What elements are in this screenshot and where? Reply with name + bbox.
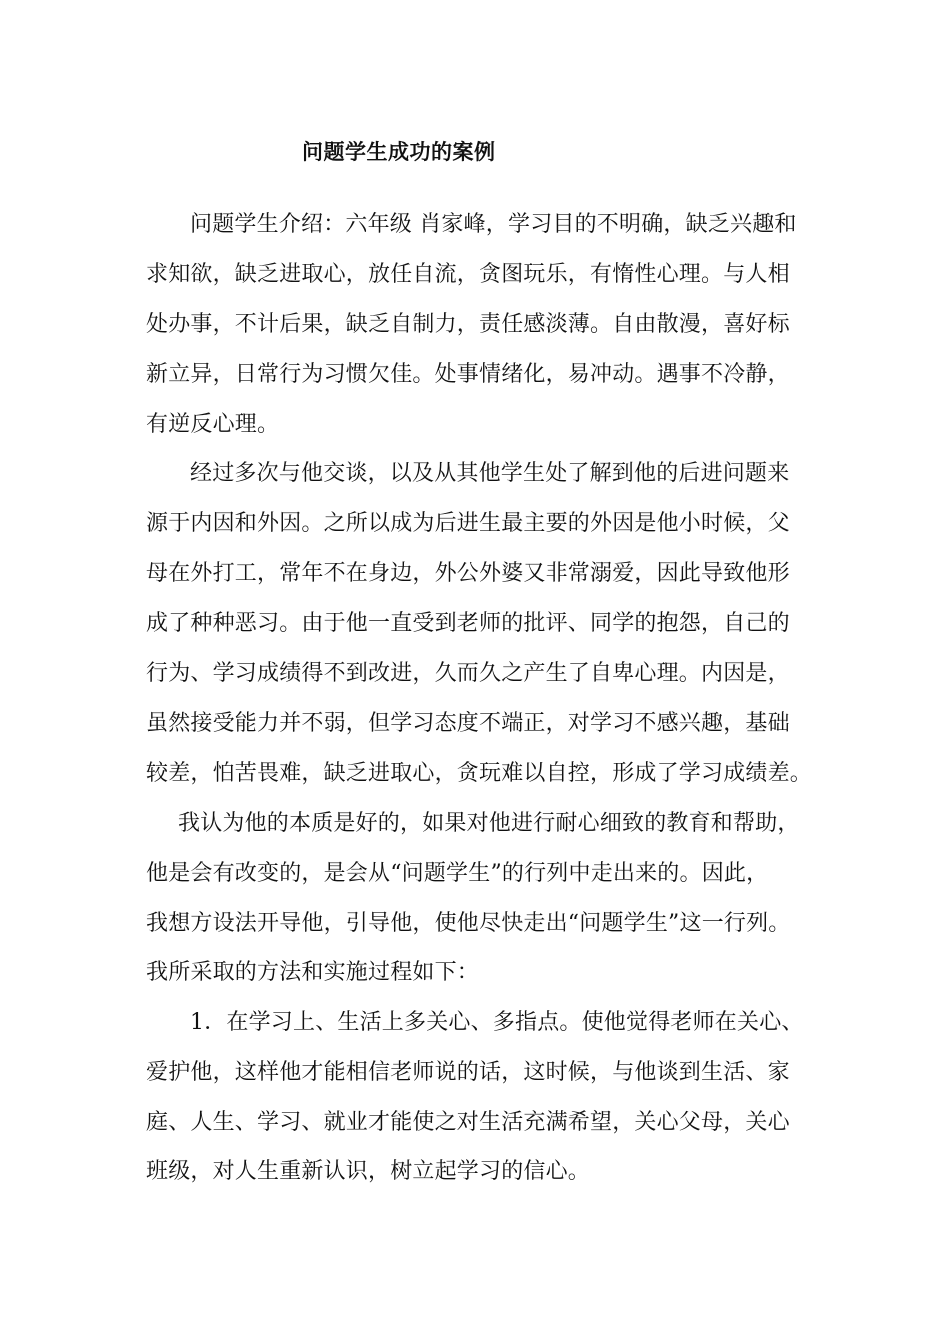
paragraph-3-line-4: 我所采取的方法和实施过程如下：	[146, 960, 480, 985]
paragraph-1-line-4: 新立异，日常行为习惯欠佳。处事情绪化，易冲动。遇事不冷静，	[146, 362, 790, 387]
paragraph-1-line-5: 有逆反心理。	[146, 412, 280, 437]
paragraph-2-line-5: 行为、学习成绩得不到改进，久而久之产生了自卑心理。内因是，	[146, 661, 790, 686]
paragraph-1-line-3: 处办事，不计后果，缺乏自制力，责任感淡薄。自由散漫，喜好标	[146, 312, 790, 337]
paragraph-1-line-1: 问题学生介绍：六年级 肖家峰，学习目的不明确，缺乏兴趣和	[190, 212, 797, 237]
paragraph-2-line-3: 母在外打工，常年不在身边，外公外婆又非常溺爱，因此导致他形	[146, 561, 790, 586]
paragraph-4-line-1: 1．在学习上、生活上多关心、多指点。使他觉得老师在关心、	[190, 1010, 804, 1035]
paragraph-2-line-2: 源于内因和外因。之所以成为后进生最主要的外因是他小时候，父	[146, 511, 790, 536]
paragraph-2-line-7: 较差，怕苦畏难，缺乏进取心，贪玩难以自控，形成了学习成绩差。	[146, 761, 813, 786]
paragraph-2-line-1: 经过多次与他交谈，以及从其他学生处了解到他的后进问题来	[190, 461, 790, 486]
paragraph-4-line-4: 班级，对人生重新认识，树立起学习的信心。	[146, 1159, 591, 1184]
paragraph-2-line-6: 虽然接受能力并不弱，但学习态度不端正，对学习不感兴趣，基础	[146, 711, 790, 736]
paragraph-3-line-1: 我认为他的本质是好的，如果对他进行耐心细致的教育和帮助，	[178, 811, 800, 836]
paragraph-3-line-3: 我想方设法开导他，引导他，使他尽快走出“问题学生”这一行列。	[146, 911, 791, 936]
paragraph-4-line-3: 庭、人生、学习、就业才能使之对生活充满希望，关心父母，关心	[146, 1110, 790, 1135]
paragraph-1-line-2: 求知欲，缺乏进取心，放任自流，贪图玩乐，有惰性心理。与人相	[146, 262, 790, 287]
paragraph-4-line-2: 爱护他，这样他才能相信老师说的话，这时候，与他谈到生活、家	[146, 1060, 790, 1085]
paragraph-2-line-4: 成了种种恶习。由于他一直受到老师的批评、同学的抱怨，自己的	[146, 611, 790, 636]
document-title: 问题学生成功的案例	[302, 139, 496, 164]
paragraph-3-line-2: 他是会有改变的，是会从“问题学生”的行列中走出来的。因此，	[146, 861, 769, 886]
